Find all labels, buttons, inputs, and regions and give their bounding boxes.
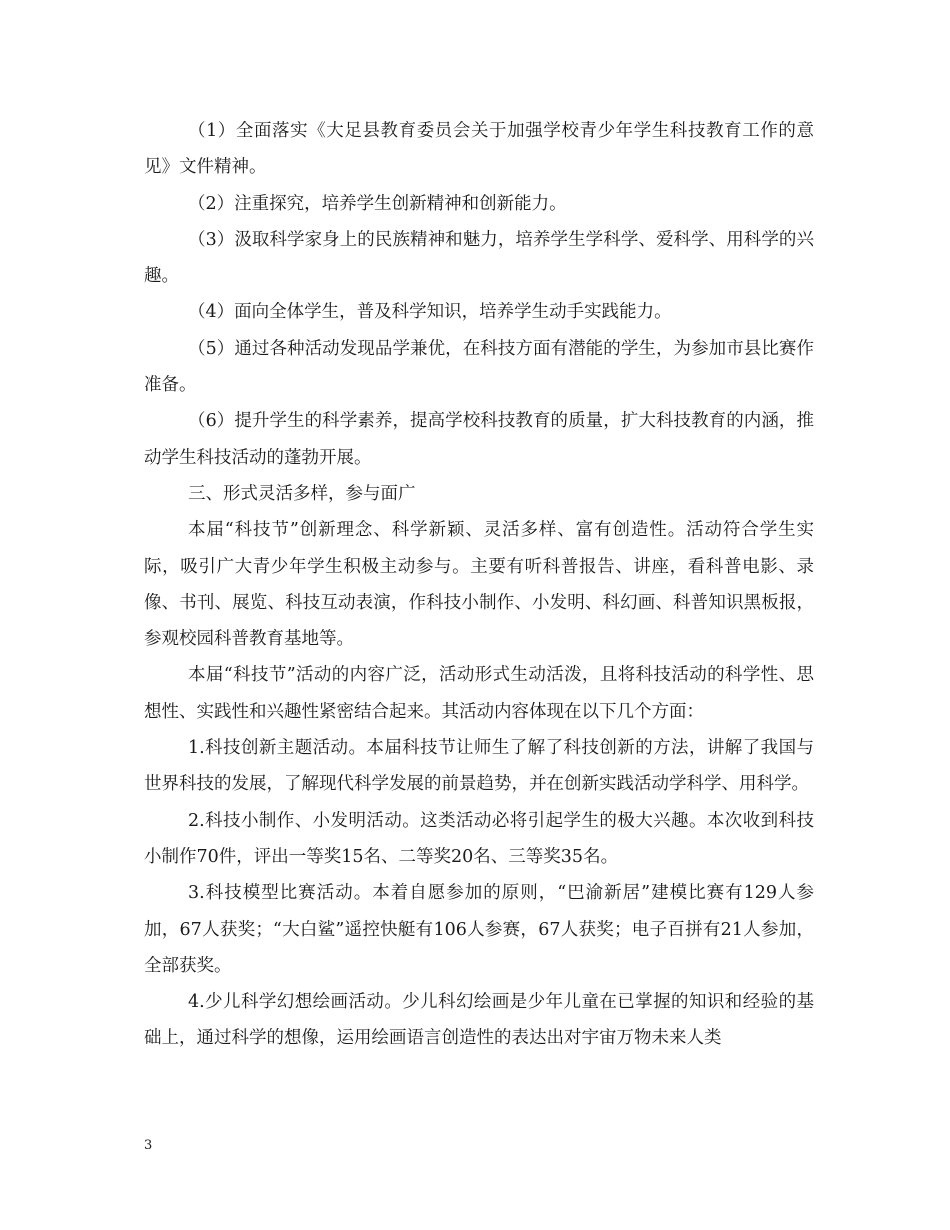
paragraph-objective-3: （3）汲取科学家身上的民族精神和魅力，培养学生学科学、爱科学、用科学的兴趣。 <box>144 229 814 287</box>
paragraph-activity-2: 2.科技小制作、小发明活动。这类活动必将引起学生的极大兴趣。本次收到科技小制作70件，评出一等奖15名、二等奖20名、三等奖35名。 <box>144 810 814 867</box>
paragraph-intro: 本届“科技节”创新理念、科学新颖、灵活多样、富有创造性。活动符合学生实际，吸引广大青少年学生积极主动参与。主要有听科普报告、讲座，看科普电影、录像、书刊、展览、科技互动表演，作科技小制作、小发明、科幻画、科普知识黑板报，参观校园科普教育基地等。 <box>144 520 814 650</box>
paragraph-objective-5: （5）通过各种活动发现品学兼优，在科技方面有潜能的学生，为参加市县比赛作准备。 <box>144 338 814 396</box>
page-number: 3 <box>144 1138 153 1153</box>
document-body <box>144 113 814 1057</box>
paragraph-objective-1: （1）全面落实《大足县教育委员会关于加强学校青少年学生科技教育工作的意见》文件精神。 <box>144 121 814 178</box>
paragraph-objective-4: （4）面向全体学生，普及科学知识，培养学生动手实践能力。 <box>188 302 672 323</box>
paragraph-objective-6: （6）提升学生的科学素养，提高学校科技教育的质量，扩大科技教育的内涵，推动学生科技活动的蓬勃开展。 <box>144 411 814 468</box>
paragraph-activity-1: 1.科技创新主题活动。本届科技节让师生了解了科技创新的方法，讲解了我国与世界科技的发展，了解现代科学发展的前景趋势，并在创新实践活动学科学、用科学。 <box>144 738 814 795</box>
paragraph-activity-3: 3.科技模型比赛活动。本着自愿参加的原则，“巴渝新居”建模比赛有129人参加，67人获奖；“大白鲨”遥控快艇有106人参赛，67人获奖；电子百拼有21人参加，全部获奖。 <box>144 883 814 976</box>
paragraph-objective-2: （2）注重探究，培养学生创新精神和创新能力。 <box>188 193 567 214</box>
section-heading: 三、形式灵活多样，参与面广 <box>188 483 416 504</box>
paragraph-content-overview: 本届“科技节”活动的内容广泛，活动形式生动活泼，且将科技活动的科学性、思想性、实践性和兴趣性紧密结合起来。其活动内容体现在以下几个方面： <box>144 665 814 722</box>
paragraph-activity-4: 4.少儿科学幻想绘画活动。少儿科幻绘画是少年儿童在已掌握的知识和经验的基础上，通过科学的想像，运用绘画语言创造性的表达出对宇宙万物未来人类 <box>144 992 814 1049</box>
